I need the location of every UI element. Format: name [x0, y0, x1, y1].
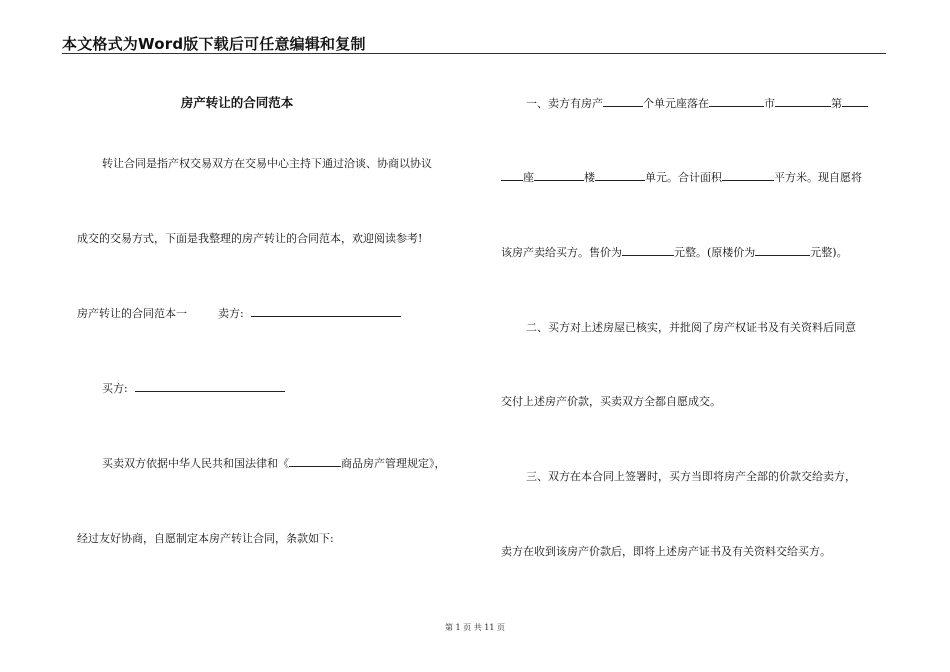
clause-2-line-1: 二、买方对上述房屋已核实，并批阅了房产权证书及有关资料后同意: [526, 321, 856, 334]
clause-1-text-d: 第: [831, 97, 842, 110]
intro-line-1: 转让合同是指产权交易双方在交易中心主持下通过洽谈、协商以协议: [102, 157, 432, 170]
buyer-line: [102, 380, 285, 396]
document-banner: 本文格式为Word版下载后可任意编辑和复制: [62, 35, 366, 53]
clause-1-text-i: 该房产卖给买方。售价为: [501, 246, 622, 259]
area-blank: [722, 169, 774, 181]
number-blank: [842, 95, 868, 107]
clause-1-text-k: 元整)。: [810, 246, 848, 259]
clause-1-line-1: [526, 95, 868, 111]
document-title: 房产转让的合同范本: [180, 95, 294, 110]
regulation-blank: [289, 455, 341, 467]
building-blank: [534, 169, 584, 181]
basis-line: [102, 455, 446, 471]
clause-3-line-1: 三、双方在本合同上签署时，买方当即将房产全部的价款交给卖方，: [526, 470, 856, 483]
clause-1-line-3: [501, 244, 848, 260]
seller-label: 卖方:: [218, 307, 244, 320]
clause-1-text-g: 单元。合计面积: [645, 171, 722, 184]
clause-2-line-2: 交付上述房产价款，买卖双方全都自愿成交。: [501, 395, 721, 408]
sample-label: 房产转让的合同范本一: [77, 307, 187, 320]
clause-1-text-f: 楼: [584, 171, 595, 184]
city-blank: [775, 95, 831, 107]
clause-1-text-c: 市: [764, 97, 775, 110]
clause-1-text-e: 座: [523, 171, 534, 184]
clause-1-text-j: 元整。(原楼价为: [674, 246, 756, 259]
original-price-blank: [755, 244, 810, 256]
clause-1-text-a: 一、卖方有房产: [526, 97, 603, 110]
basis-suffix: 商品房产管理规定》，: [341, 457, 446, 470]
clause-1-line-2: [501, 169, 862, 185]
buyer-blank: [135, 380, 285, 392]
location-blank: [709, 95, 764, 107]
sample-heading-line: [77, 305, 401, 321]
units-blank: [603, 95, 643, 107]
clause-3-line-2: 卖方在收到该房产价款后，即将上述房产证书及有关资料交给买方。: [501, 545, 831, 558]
buyer-label: 买方:: [102, 382, 128, 395]
seat-blank: [501, 169, 523, 181]
header-divider: [62, 53, 886, 54]
seller-blank: [251, 305, 401, 317]
basis-line-2: 经过友好协商，自愿制定本房产转让合同，条款如下:: [77, 532, 334, 545]
intro-line-2: 成交的交易方式，下面是我整理的房产转让的合同范本，欢迎阅读参考!: [77, 232, 423, 245]
unit-blank: [595, 169, 645, 181]
price-blank: [622, 244, 674, 256]
page-number: 第 1 页 共 11 页: [445, 623, 505, 632]
clause-1-text-h: 平方米。现自愿将: [774, 171, 862, 184]
basis-prefix: 买卖双方依据中华人民共和国法律和《: [102, 457, 289, 470]
clause-1-text-b: 个单元座落在: [643, 97, 709, 110]
